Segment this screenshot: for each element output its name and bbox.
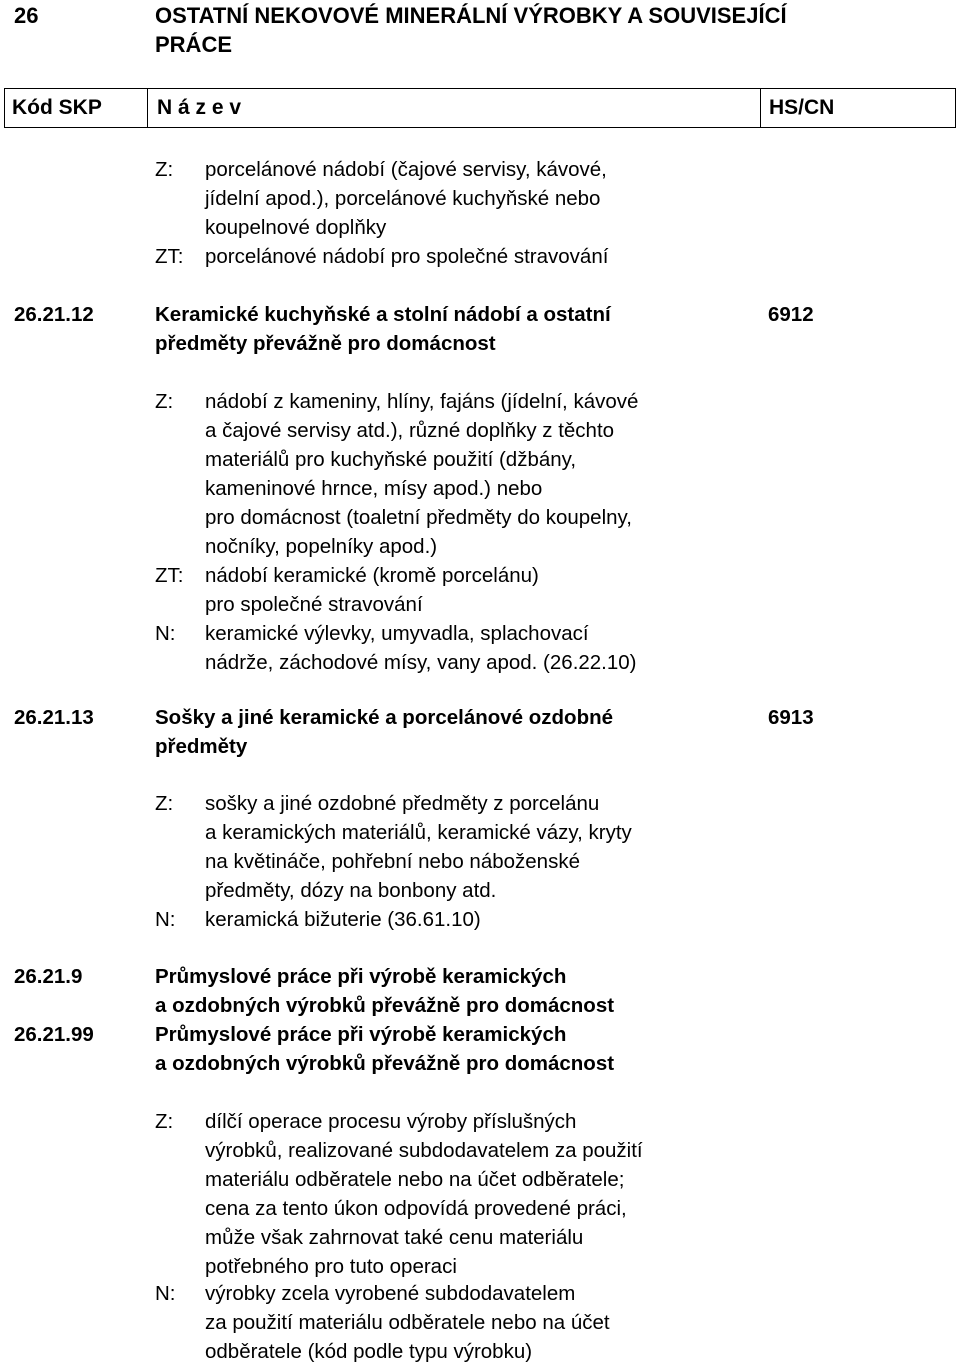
entry-hscn: 6913 bbox=[768, 706, 814, 729]
note-text: výrobky zcela vyrobené subdodavatelem za použití materiálu odběratele nebo na účet odběratele (kód podle typu výrobku) bbox=[205, 1282, 610, 1363]
note-text: porcelánové nádobí (čajové servisy, kávové, jídelní apod.), porcelánové kuchyňské nebo koupelnové doplňky bbox=[205, 158, 607, 239]
entry-hscn: 6912 bbox=[768, 303, 814, 326]
section-title: OSTATNÍ NEKOVOVÉ MINERÁLNÍ VÝROBKY A SOUVISEJÍCÍ PRÁCE bbox=[155, 3, 787, 57]
note-label: Z: bbox=[155, 158, 174, 181]
note-label: N: bbox=[155, 908, 176, 931]
section-code: 26 bbox=[14, 3, 39, 28]
note-label: N: bbox=[155, 1282, 176, 1305]
note-text: keramická bižuterie (36.61.10) bbox=[205, 908, 481, 931]
note-label: Z: bbox=[155, 390, 174, 413]
entry-code: 26.21.99 bbox=[14, 1023, 94, 1046]
note-label: ZT: bbox=[155, 245, 184, 268]
note-label: N: bbox=[155, 622, 176, 645]
entry-title: Průmyslové práce při výrobě keramických a ozdobných výrobků převážně pro domácnost bbox=[155, 965, 615, 1017]
entry-code: 26.21.12 bbox=[14, 303, 94, 326]
note-label: ZT: bbox=[155, 564, 184, 587]
header-hscn-column: HS/CN bbox=[769, 96, 835, 119]
note-text: porcelánové nádobí pro společné stravování bbox=[205, 245, 609, 268]
note-text: dílčí operace procesu výroby příslušných výrobků, realizované subdodavatelem za použití materiálu odběratele nebo na účet odběratele; cena za tento úkon odpovídá provedené práci, může však zahrnovat také cenu materiálu potřebného pro tuto operaci bbox=[205, 1110, 643, 1278]
entry-title: Sošky a jiné keramické a porcelánové ozdobné předměty bbox=[155, 706, 614, 758]
entry-code: 26.21.13 bbox=[14, 706, 94, 729]
note-text: nádobí keramické (kromě porcelánu) pro společné stravování bbox=[205, 564, 539, 616]
note-label: Z: bbox=[155, 1110, 174, 1133]
note-text: sošky a jiné ozdobné předměty z porcelánu a keramických materiálů, keramické vázy, kryty na květináče, pohřební nebo náboženské předměty, dózy na bonbony atd. bbox=[205, 792, 632, 902]
entry-title: Průmyslové práce při výrobě keramických a ozdobných výrobků převážně pro domácnost bbox=[155, 1023, 615, 1075]
header-code-column: Kód SKP bbox=[12, 96, 102, 119]
note-text: nádobí z kameniny, hlíny, fajáns (jídelní, kávové a čajové servisy atd.), různé doplňky z těchto materiálů pro kuchyňské použití (džbány, kameninové hrnce, mísy apod.) nebo pro domácnost (toaletní předměty do koupelny, nočníky, popelníky apod.) bbox=[205, 390, 639, 558]
table-header bbox=[4, 88, 956, 128]
note-text: keramické výlevky, umyvadla, splachovací nádrže, záchodové mísy, vany apod. (26.22.10) bbox=[205, 622, 637, 674]
note-label: Z: bbox=[155, 792, 174, 815]
entry-code: 26.21.9 bbox=[14, 965, 83, 988]
header-name-column: N á z e v bbox=[147, 89, 761, 127]
entry-title: Keramické kuchyňské a stolní nádobí a ostatní předměty převážně pro domácnost bbox=[155, 303, 611, 355]
